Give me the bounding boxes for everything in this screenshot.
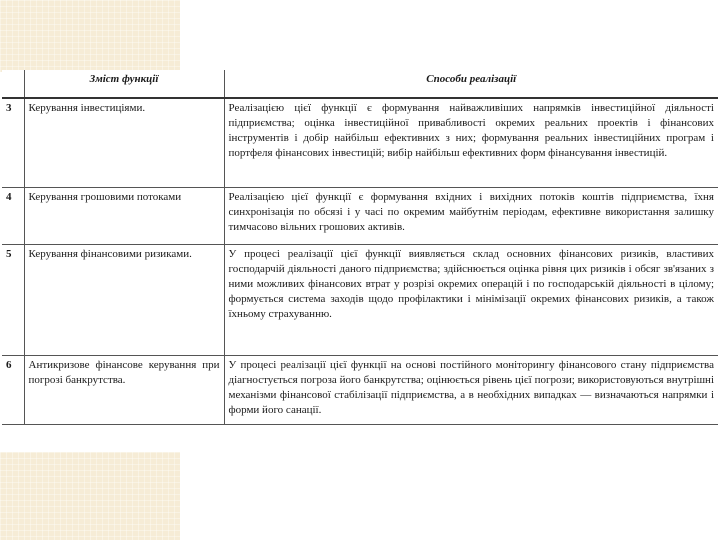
decorative-pattern-bottom — [0, 452, 180, 540]
table-row — [2, 98, 718, 188]
row-number: 3 — [2, 98, 24, 188]
implementation-method: У процесі реалізації цієї функції виявляється склад основних фінансових ризиків, властивих господарчій діяльності даного підприємства; здійснюється оцінка рівня цих ризиків і обсяг зв'язаних з ними можливих фінансових втрат у розрізі окремих операцій і по господарській діяльності в цілому; формується система заходів щодо профілактики і мінімізації окремих фінансових ризиків, а також їхньому страхуванню. — [224, 245, 718, 356]
table-row — [2, 356, 718, 425]
implementation-method: У процесі реалізації цієї функції на основі постійного моніторингу фінансового стану підприємства діагностується погроза його банкрутства; оцінюється рівень цієї погрози; використовуються внутрішні механізми фінансової стабілізації підприємства, а в необхідних випадках — визначаються напрямки і форми його санації. — [224, 356, 718, 425]
function-name: Керування грошовими потоками — [24, 188, 224, 245]
header-function-content: Зміст функції — [24, 70, 224, 98]
table-row — [2, 245, 718, 356]
function-name: Керування інвестиціями. — [24, 98, 224, 188]
decorative-pattern-top — [0, 0, 180, 72]
function-name: Керування фінансовими ризиками. — [24, 245, 224, 356]
row-number: 6 — [2, 356, 24, 425]
header-num — [2, 70, 24, 98]
table-header-row — [2, 70, 718, 98]
row-number: 4 — [2, 188, 24, 245]
implementation-method: Реалізацією цієї функції є формування вхідних і вихідних потоків коштів підприємства, їхня синхронізація по обсязі і у часі по окремим майбутнім періодам, ефективне використання залишку тимчасово вільних грошових активів. — [224, 188, 718, 245]
table-row — [2, 188, 718, 245]
functions-table — [2, 70, 718, 425]
function-name: Антикризове фінансове керування при погрозі банкрутства. — [24, 356, 224, 425]
implementation-method: Реалізацією цієї функції є формування найважливіших напрямків інвестиційної діяльності підприємства; оцінка інвестиційної привабливості окремих реальних проектів і фінансових інструментів і добір найбільш ефективних з них; формування реальних інвестиційних програм і портфеля фінансових інвестицій; вибір найбільш ефективних форм фінансування інвестицій. — [224, 98, 718, 188]
header-implementation-methods: Способи реалізації — [224, 70, 718, 98]
row-number: 5 — [2, 245, 24, 356]
